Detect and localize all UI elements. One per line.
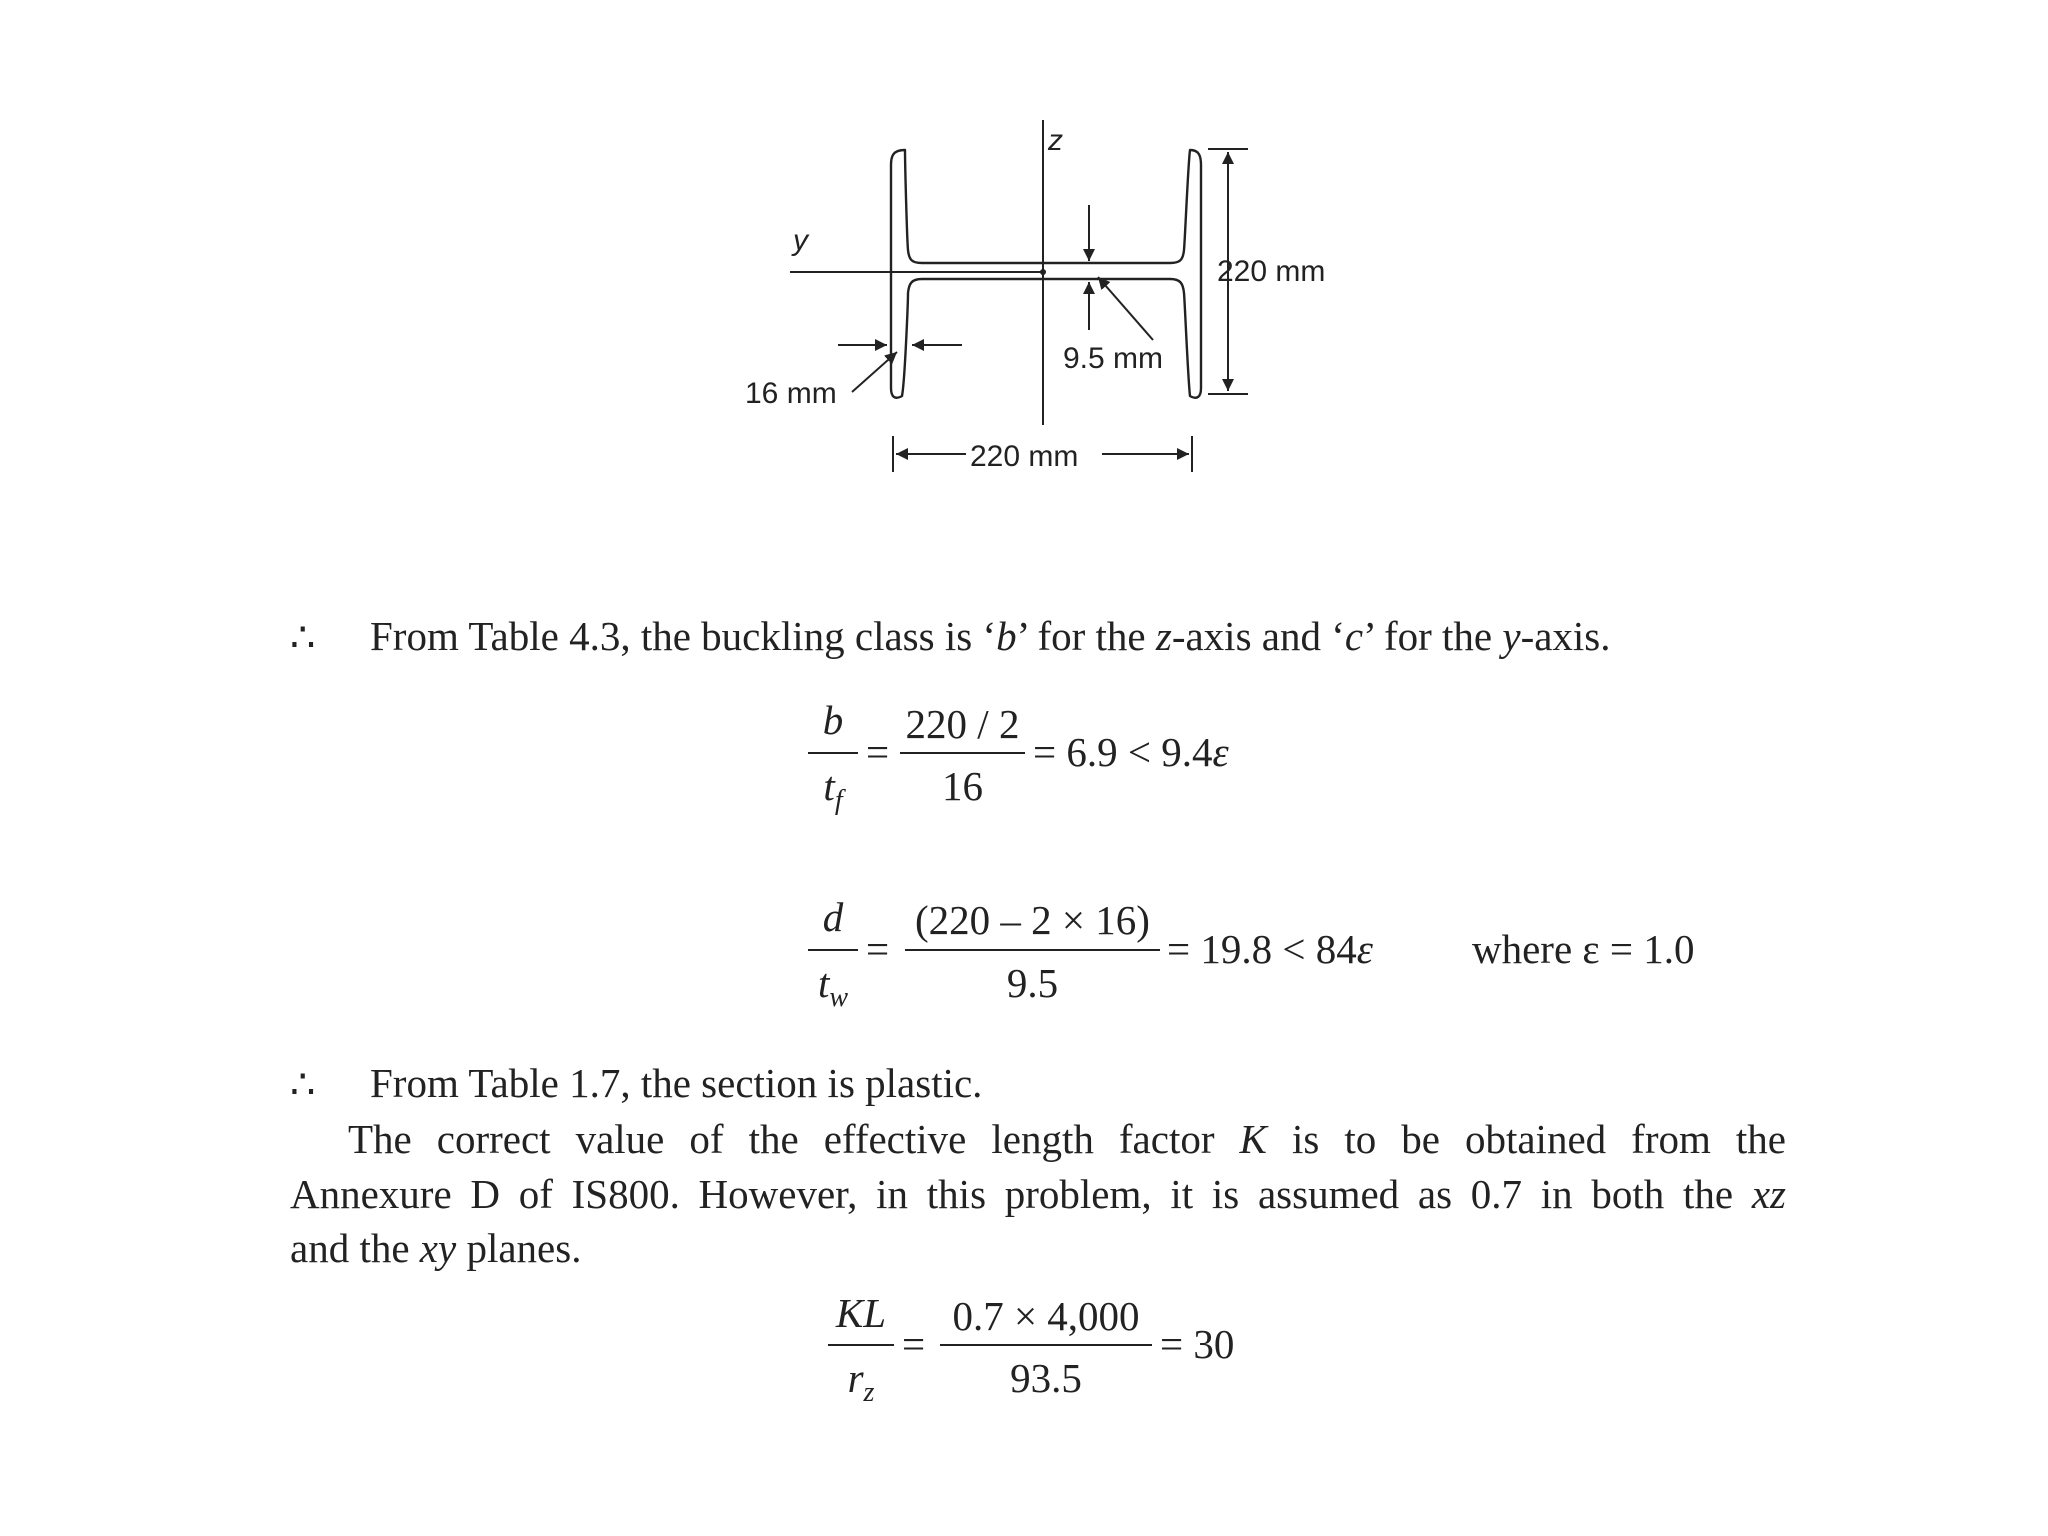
eq1-lhs-numerator: b — [822, 697, 844, 743]
eq2-lhs-numerator: d — [822, 894, 844, 940]
therefore-symbol-2: ∴ — [290, 1062, 316, 1107]
paragraph-line-3: and the xy planes. — [290, 1225, 582, 1271]
therefore-symbol-1: ∴ — [290, 615, 316, 660]
flange-thickness-label: 16 mm — [745, 377, 837, 410]
i-section-figure — [0, 0, 2048, 520]
text-segment: -axis and ‘ — [1171, 613, 1345, 659]
eq1-rhs-bar — [900, 752, 1025, 754]
eq2-result: = 19.8 < 84ε — [1167, 926, 1373, 972]
italic-z: z — [1155, 613, 1172, 659]
italic-b: b — [996, 613, 1017, 659]
buckling-class-sentence — [370, 612, 1611, 660]
eq2-lhs-denominator: $t_w$ — [817, 960, 849, 1014]
eq3-lhs-denominator: $r_z$ — [847, 1355, 875, 1409]
eq1-result: = 6.9 < 9.4ε — [1033, 729, 1229, 775]
eq1-rhs-numerator: 220 / 2 — [905, 701, 1020, 747]
section-plastic-sentence: From Table 1.7, the section is plastic. — [370, 1060, 983, 1106]
eq3-equals: = — [902, 1321, 926, 1367]
eq2-rhs-denominator: 9.5 — [1006, 960, 1059, 1006]
eq1-rhs-denominator: 16 — [942, 763, 983, 809]
text-segment: -axis. — [1520, 613, 1611, 659]
italic-y: y — [1502, 613, 1521, 659]
eq3-rhs-bar — [940, 1344, 1152, 1346]
eq1-lhs-denominator: $t_f$ — [823, 763, 843, 817]
eq2-epsilon-note: where ε = 1.0 — [1472, 926, 1695, 972]
paragraph-line-2: Annexure D of IS800. However, in this problem, it is assumed as 0.7 in both the xz — [290, 1171, 1786, 1217]
eq2-rhs-bar — [905, 949, 1160, 951]
web-thickness-dimension — [1089, 205, 1153, 340]
eq3-lhs-bar — [828, 1344, 894, 1346]
z-axis-label: z — [1048, 124, 1063, 157]
eq3-lhs-numerator: KL — [835, 1290, 887, 1336]
eq2-rhs-numerator: (220 – 2 × 16) — [915, 897, 1150, 943]
centroid-dot — [1040, 269, 1046, 275]
eq3-rhs-numerator: 0.7 × 4,000 — [952, 1293, 1140, 1339]
eq3-result: = 30 — [1160, 1321, 1235, 1367]
eq1-lhs-bar — [808, 752, 858, 754]
eq3-rhs-denominator: 93.5 — [1010, 1355, 1082, 1401]
depth-label: 220 mm — [1217, 255, 1326, 288]
text-segment: From Table 4.3, the buckling class is ‘ — [370, 613, 997, 659]
web-thickness-label: 9.5 mm — [1063, 342, 1164, 375]
y-axis-label: y — [793, 224, 808, 257]
italic-c: c — [1344, 613, 1364, 659]
eq2-equals: = — [866, 926, 890, 972]
paragraph-line-1: The correct value of the effective length factor K is to be obtained from the — [348, 1116, 1787, 1162]
width-label: 220 mm — [970, 440, 1079, 473]
eq2-lhs-bar — [808, 949, 858, 951]
flange-thickness-dimension — [838, 345, 962, 392]
text-segment: ’ for the — [1016, 613, 1156, 659]
eq1-equals: = — [866, 729, 890, 775]
text-segment: ’ for the — [1363, 613, 1503, 659]
